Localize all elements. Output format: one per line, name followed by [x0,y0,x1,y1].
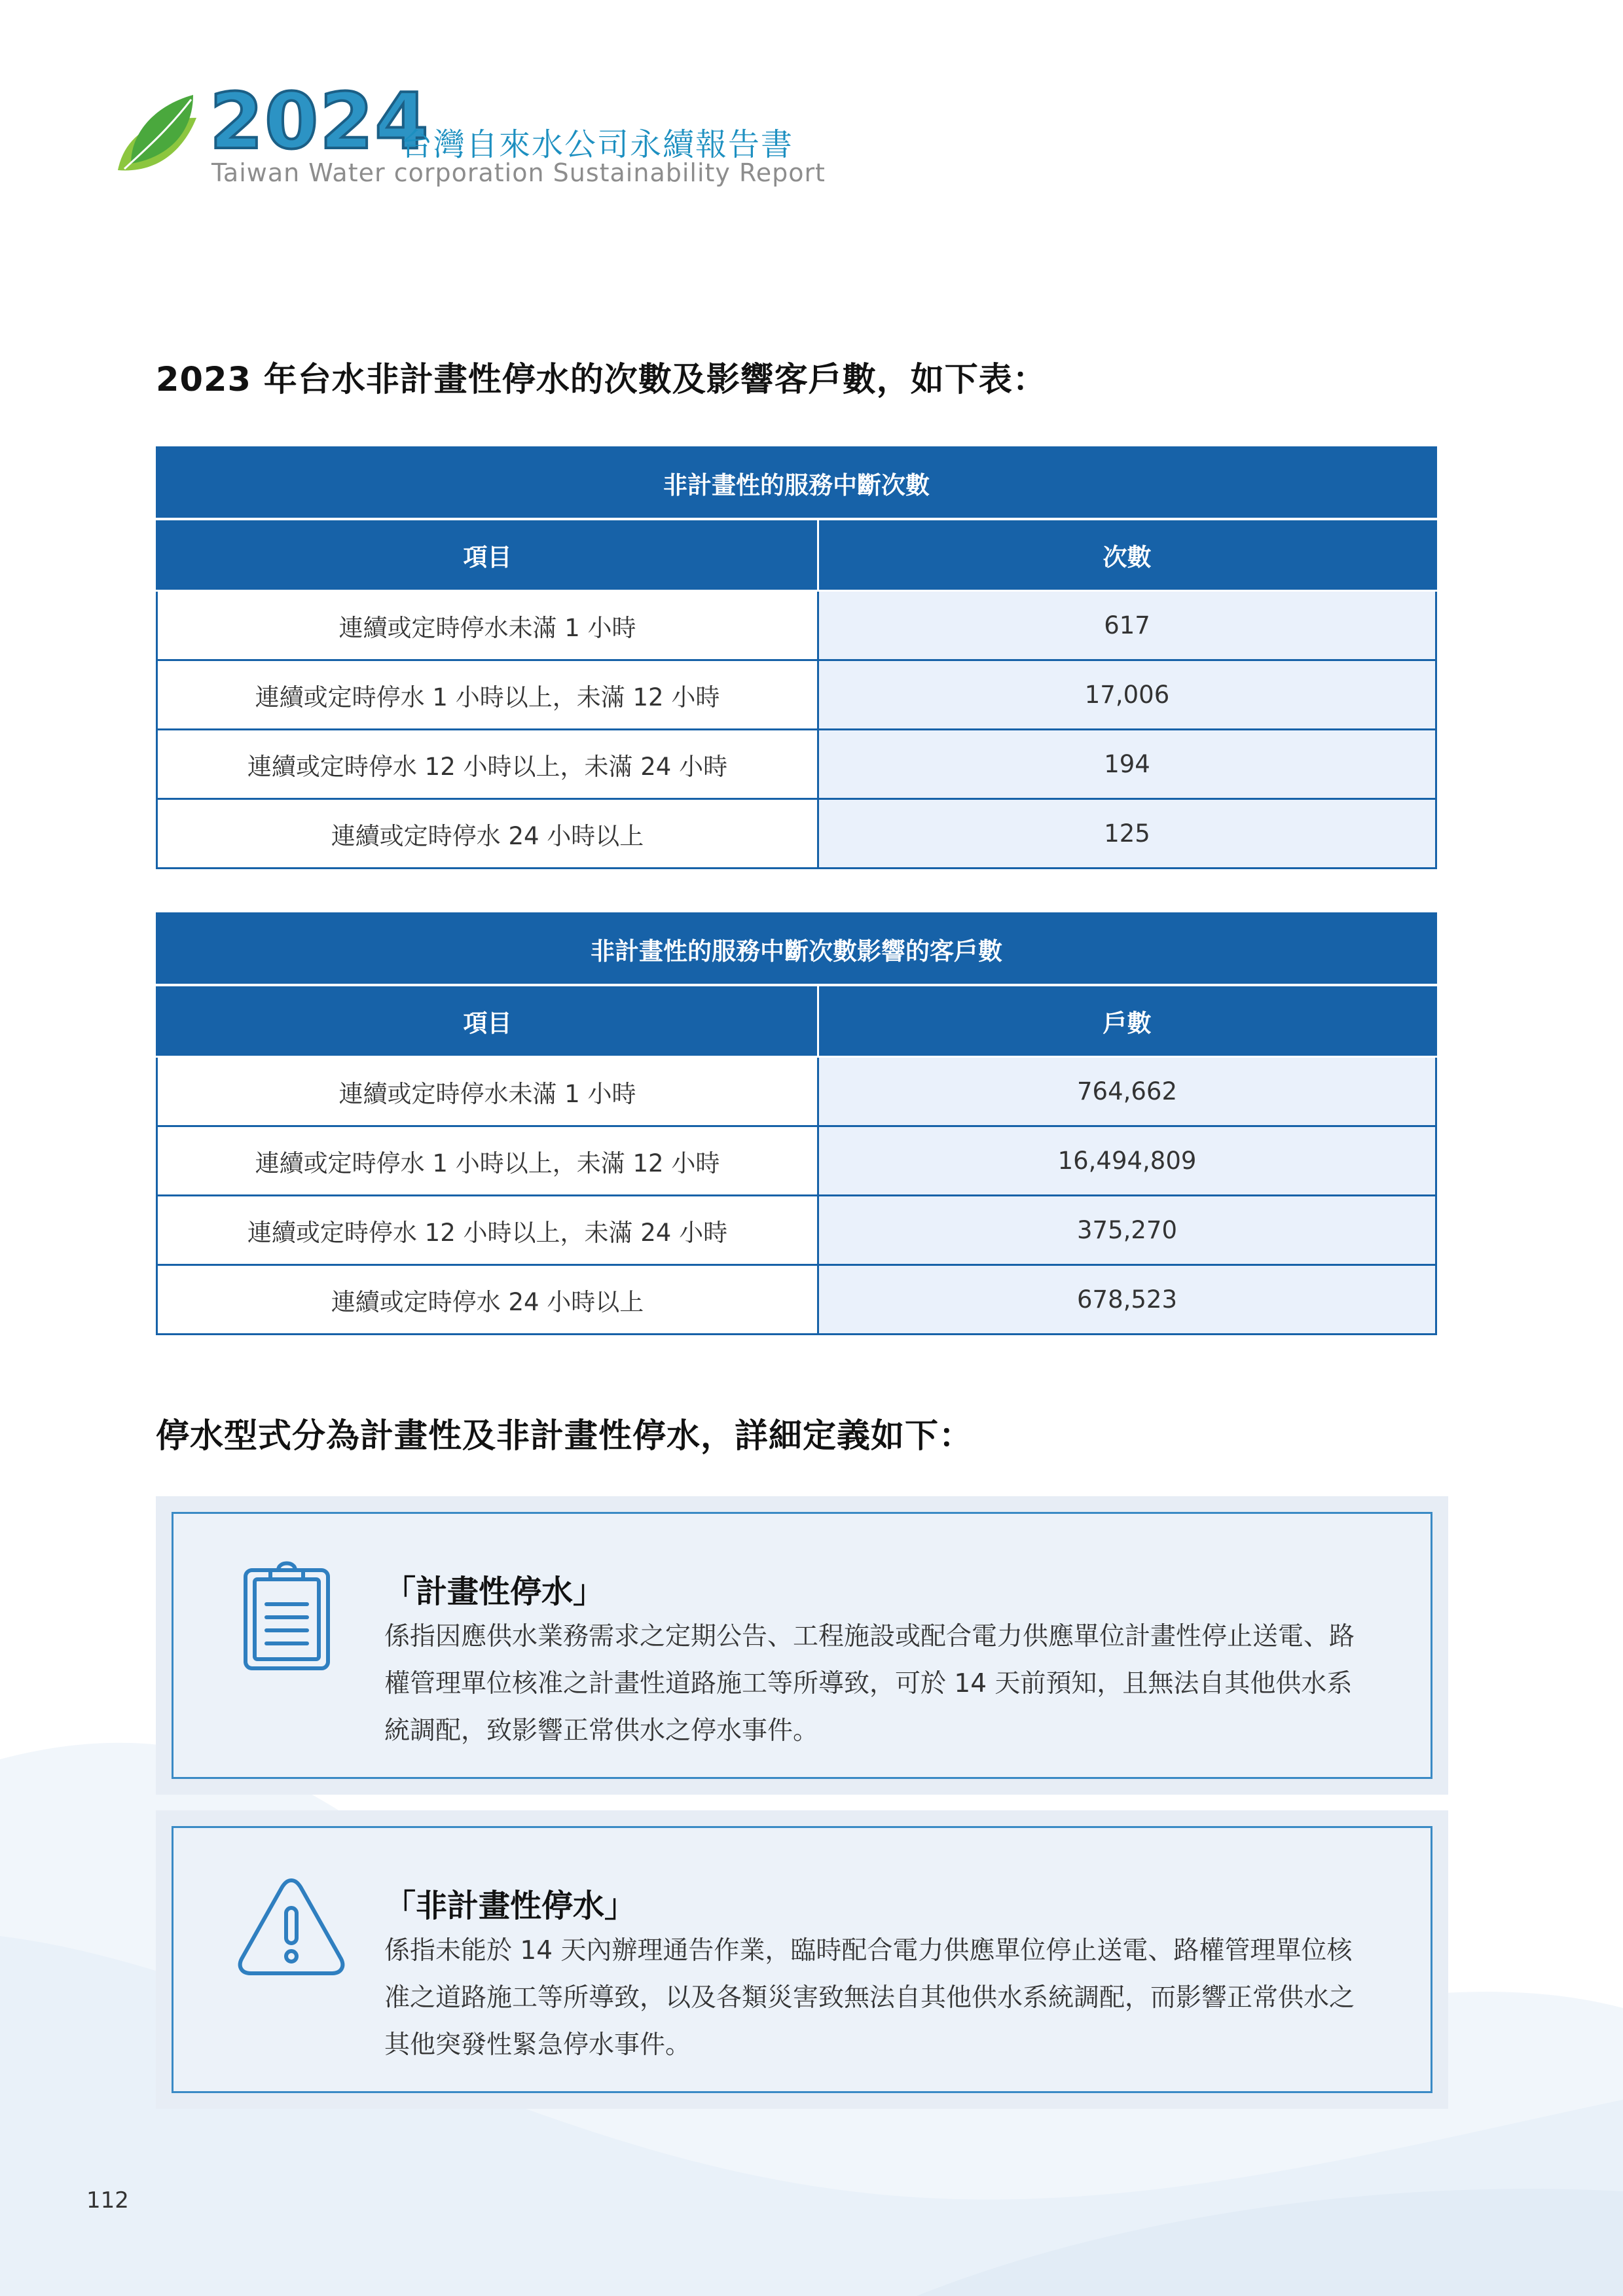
row-item: 連續或定時停水 12 小時以上，未滿 24 小時 [157,730,818,799]
definition-card [172,1512,1432,1779]
table-row [157,799,1436,869]
table-row [157,1196,1436,1265]
report-year: 2024 [210,76,430,166]
definition-line: 其他突發性緊急停水事件。 [384,2030,691,2060]
definition-body [384,1613,1406,1755]
table-row [157,1126,1436,1196]
report-title-zh: 台灣自來水公司永續報告書 [401,126,794,163]
warning-icon [232,1867,350,1985]
definition-line: 係指因應供水業務需求之定期公告、工程施設或配合電力供應單位計畫性停止送電、路 [384,1622,1355,1651]
row-item: 連續或定時停水 24 小時以上 [157,799,818,869]
column-header-item: 項目 [157,985,818,1057]
unplanned-outage-definition [156,1810,1448,2109]
interruption-count-table [156,446,1437,869]
row-item: 連續或定時停水 1 小時以上，未滿 12 小時 [157,660,818,730]
table-row [157,730,1436,799]
table-row [157,660,1436,730]
report-header [111,76,831,203]
row-value: 375,270 [818,1196,1436,1265]
table-row [157,1057,1436,1126]
definition-title: 「非計畫性停水」 [384,1888,636,1924]
row-item: 連續或定時停水 24 小時以上 [157,1265,818,1335]
table-caption: 非計畫性的服務中斷次數影響的客戶數 [157,914,1436,986]
row-value: 17,006 [818,660,1436,730]
column-header-item: 項目 [157,519,818,591]
row-value: 617 [818,591,1436,660]
clipboard-icon [232,1553,350,1671]
page-number: 112 [86,2187,129,2214]
row-item: 連續或定時停水 12 小時以上，未滿 24 小時 [157,1196,818,1265]
definition-line: 權管理單位核准之計畫性道路施工等所導致，可於 14 天前預知，且無法自其他供水系 [384,1669,1353,1698]
table-row [157,591,1436,660]
row-value: 16,494,809 [818,1126,1436,1196]
table-caption: 非計畫性的服務中斷次數 [157,448,1436,520]
column-header-count: 次數 [818,519,1436,591]
row-value: 678,523 [818,1265,1436,1335]
section-heading-interruptions: 2023 年台水非計畫性停水的次數及影響客戶數，如下表： [156,361,1047,399]
row-value: 194 [818,730,1436,799]
definition-line: 係指未能於 14 天內辦理通告作業，臨時配合電力供應單位停止送電、路權管理單位核 [384,1936,1353,1965]
table-row [157,1265,1436,1335]
definition-title: 「計畫性停水」 [384,1573,605,1610]
row-item: 連續或定時停水未滿 1 小時 [157,1057,818,1126]
section-heading-definitions: 停水型式分為計畫性及非計畫性停水，詳細定義如下： [156,1417,974,1456]
column-header-households: 戶數 [818,985,1436,1057]
report-title-en: Taiwan Water corporation Sustainability Report [211,158,826,187]
definition-card [172,1826,1432,2093]
affected-customers-table [156,912,1437,1335]
planned-outage-definition [156,1496,1448,1795]
row-value: 764,662 [818,1057,1436,1126]
definition-body [384,1928,1406,2069]
row-item: 連續或定時停水 1 小時以上，未滿 12 小時 [157,1126,818,1196]
definition-line: 准之道路施工等所導致，以及各類災害致無法自其他供水系統調配，而影響正常供水之 [384,1983,1355,2013]
row-value: 125 [818,799,1436,869]
row-item: 連續或定時停水未滿 1 小時 [157,591,818,660]
leaf-logo-icon [111,92,203,177]
definition-line: 統調配，致影響正常供水之停水事件。 [384,1716,819,1746]
